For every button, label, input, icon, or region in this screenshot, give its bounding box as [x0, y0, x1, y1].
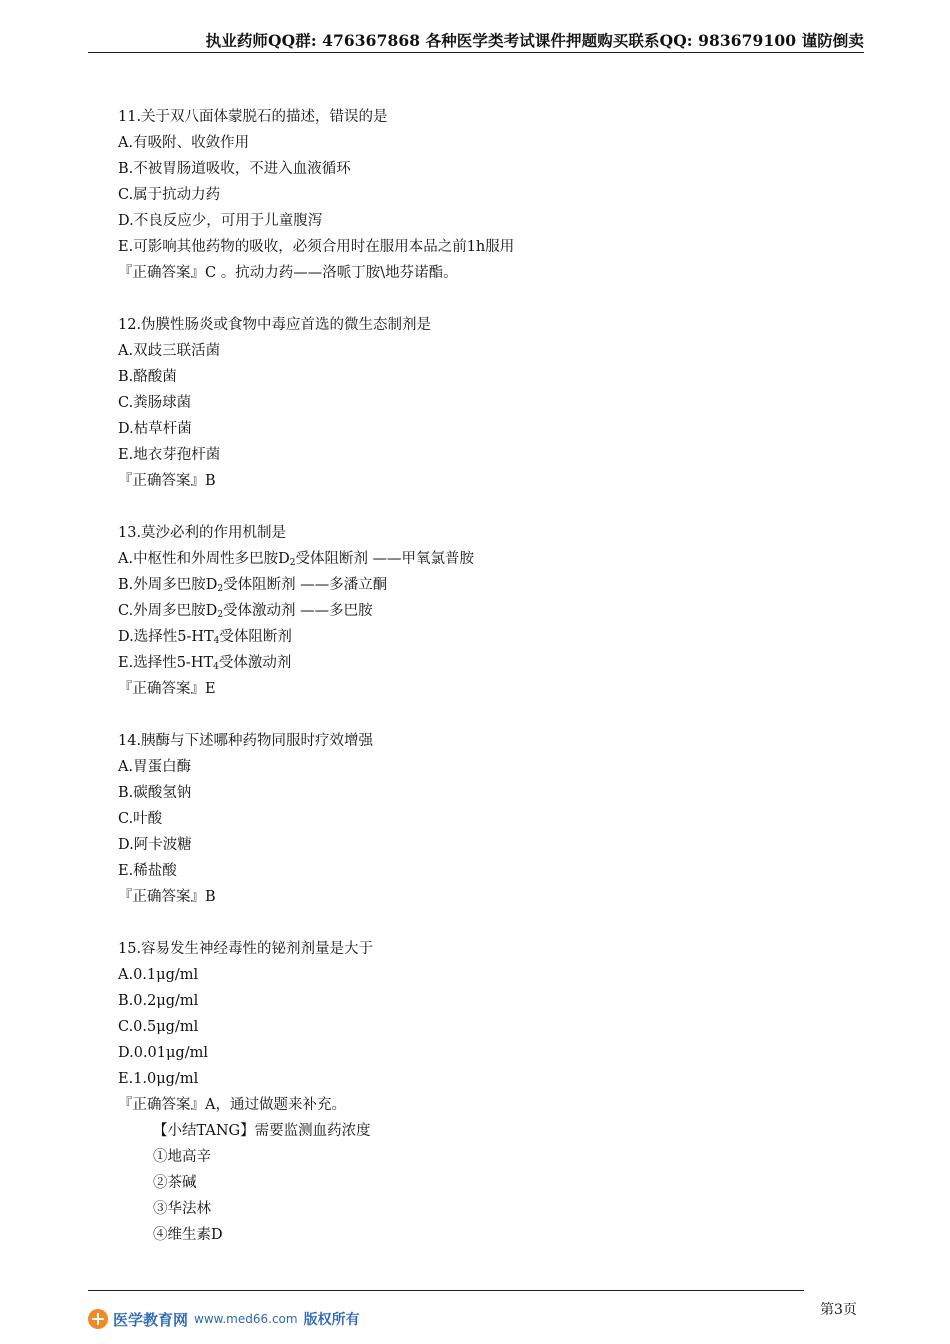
question-11 — [118, 104, 858, 286]
question-13 — [118, 520, 858, 702]
option-e: E.稀盐酸 — [118, 863, 177, 879]
correct-answer: 『正确答案』E — [118, 681, 216, 697]
option-text: A.中枢性和外周性多巴胺D — [118, 551, 290, 567]
correct-answer: 『正确答案』B — [118, 473, 216, 489]
option-b: B.酪酸菌 — [118, 369, 177, 385]
option-a — [118, 546, 858, 572]
option-e: E.可影响其他药物的吸收，必须合用时在服用本品之前1h服用 — [118, 239, 515, 255]
subscript: 2 — [217, 584, 224, 594]
option-c: C.粪肠球菌 — [118, 395, 192, 411]
question-stem: 13.莫沙必利的作用机制是 — [118, 525, 287, 541]
option-a: A.0.1μg/ml — [118, 967, 199, 983]
option-b — [118, 572, 858, 598]
question-stem: 15.容易发生神经毒性的铋剂剂量是大于 — [118, 941, 374, 957]
option-text: E.选择性5-HT — [118, 655, 214, 671]
question-stem: 11.关于双八面体蒙脱石的描述，错误的是 — [118, 109, 388, 125]
question-stem: 12.伪膜性肠炎或食物中毒应首选的微生态制剂是 — [118, 317, 432, 333]
option-text: 受体阻断剂 ——多潘立酮 — [223, 577, 388, 593]
footer-logo — [88, 1308, 360, 1330]
option-e: E.地衣芽孢杆菌 — [118, 447, 221, 463]
question-list — [118, 104, 858, 1274]
option-d: D.0.01μg/ml — [118, 1045, 208, 1061]
question-12 — [118, 312, 858, 494]
logo-url: www.med66.com — [194, 1312, 298, 1326]
subscript: 4 — [213, 662, 219, 672]
page-header: 执业药师QQ群: 476367868 各种医学类考试课件押题购买联系QQ: 983679100 谨防倒卖 — [88, 30, 864, 53]
question-stem: 14.胰酶与下述哪种药物同服时疗效增强 — [118, 733, 374, 749]
option-text: 受体激动剂 — [218, 655, 292, 671]
option-a: A.胃蛋白酶 — [118, 759, 192, 775]
option-d: D.枯草杆菌 — [118, 421, 192, 437]
option-b: B.0.2μg/ml — [118, 993, 199, 1009]
page-number: 第3页 — [820, 1302, 857, 1318]
correct-answer: 『正确答案』B — [118, 889, 216, 905]
option-d — [118, 624, 858, 650]
option-e — [118, 650, 858, 676]
option-a: A.有吸附、收敛作用 — [118, 135, 250, 151]
option-c: C.0.5μg/ml — [118, 1019, 199, 1035]
option-c: C.属于抗动力药 — [118, 187, 221, 203]
summary-item: ②茶碱 — [153, 1175, 197, 1191]
option-text: 受体阻断剂 — [219, 629, 292, 645]
correct-answer: 『正确答案』A，通过做题来补充。 — [118, 1097, 346, 1113]
summary-item: ③华法林 — [153, 1201, 211, 1217]
option-b: B.碳酸氢钠 — [118, 785, 192, 801]
option-a: A.双歧三联活菌 — [118, 343, 221, 359]
logo-rights: 版权所有 — [303, 1312, 360, 1328]
summary-title: 【小结TANG】需要监测血药浓度 — [153, 1123, 371, 1139]
summary-item: ①地高辛 — [153, 1149, 211, 1165]
summary-item: ④维生素D — [153, 1227, 223, 1243]
option-c — [118, 598, 858, 624]
option-d: D.阿卡波糖 — [118, 837, 192, 853]
footer-divider — [88, 1290, 804, 1291]
option-text: D.选择性5-HT — [118, 629, 214, 645]
option-text: C.外周多巴胺D — [118, 603, 218, 619]
correct-answer: 『正确答案』C 。抗动力药——洛哌丁胺\地芬诺酯。 — [118, 265, 458, 281]
subscript: 2 — [217, 610, 224, 620]
subscript: 4 — [213, 636, 220, 646]
option-text: 受体阻断剂 ——甲氧氯普胺 — [295, 551, 475, 567]
option-text: B.外周多巴胺D — [118, 577, 218, 593]
option-d: D.不良反应少，可用于儿童腹泻 — [118, 213, 323, 229]
option-c: C.叶酸 — [118, 811, 163, 827]
logo-site-name: 医学教育网 — [113, 1310, 189, 1329]
subscript: 2 — [289, 558, 296, 568]
question-14 — [118, 728, 858, 910]
question-15 — [118, 936, 858, 1248]
option-e: E.1.0μg/ml — [118, 1071, 199, 1087]
option-text: 受体激动剂 ——多巴胺 — [223, 603, 373, 619]
med66-logo-icon — [88, 1309, 108, 1329]
option-b: B.不被胃肠道吸收，不进入血液循环 — [118, 161, 351, 177]
